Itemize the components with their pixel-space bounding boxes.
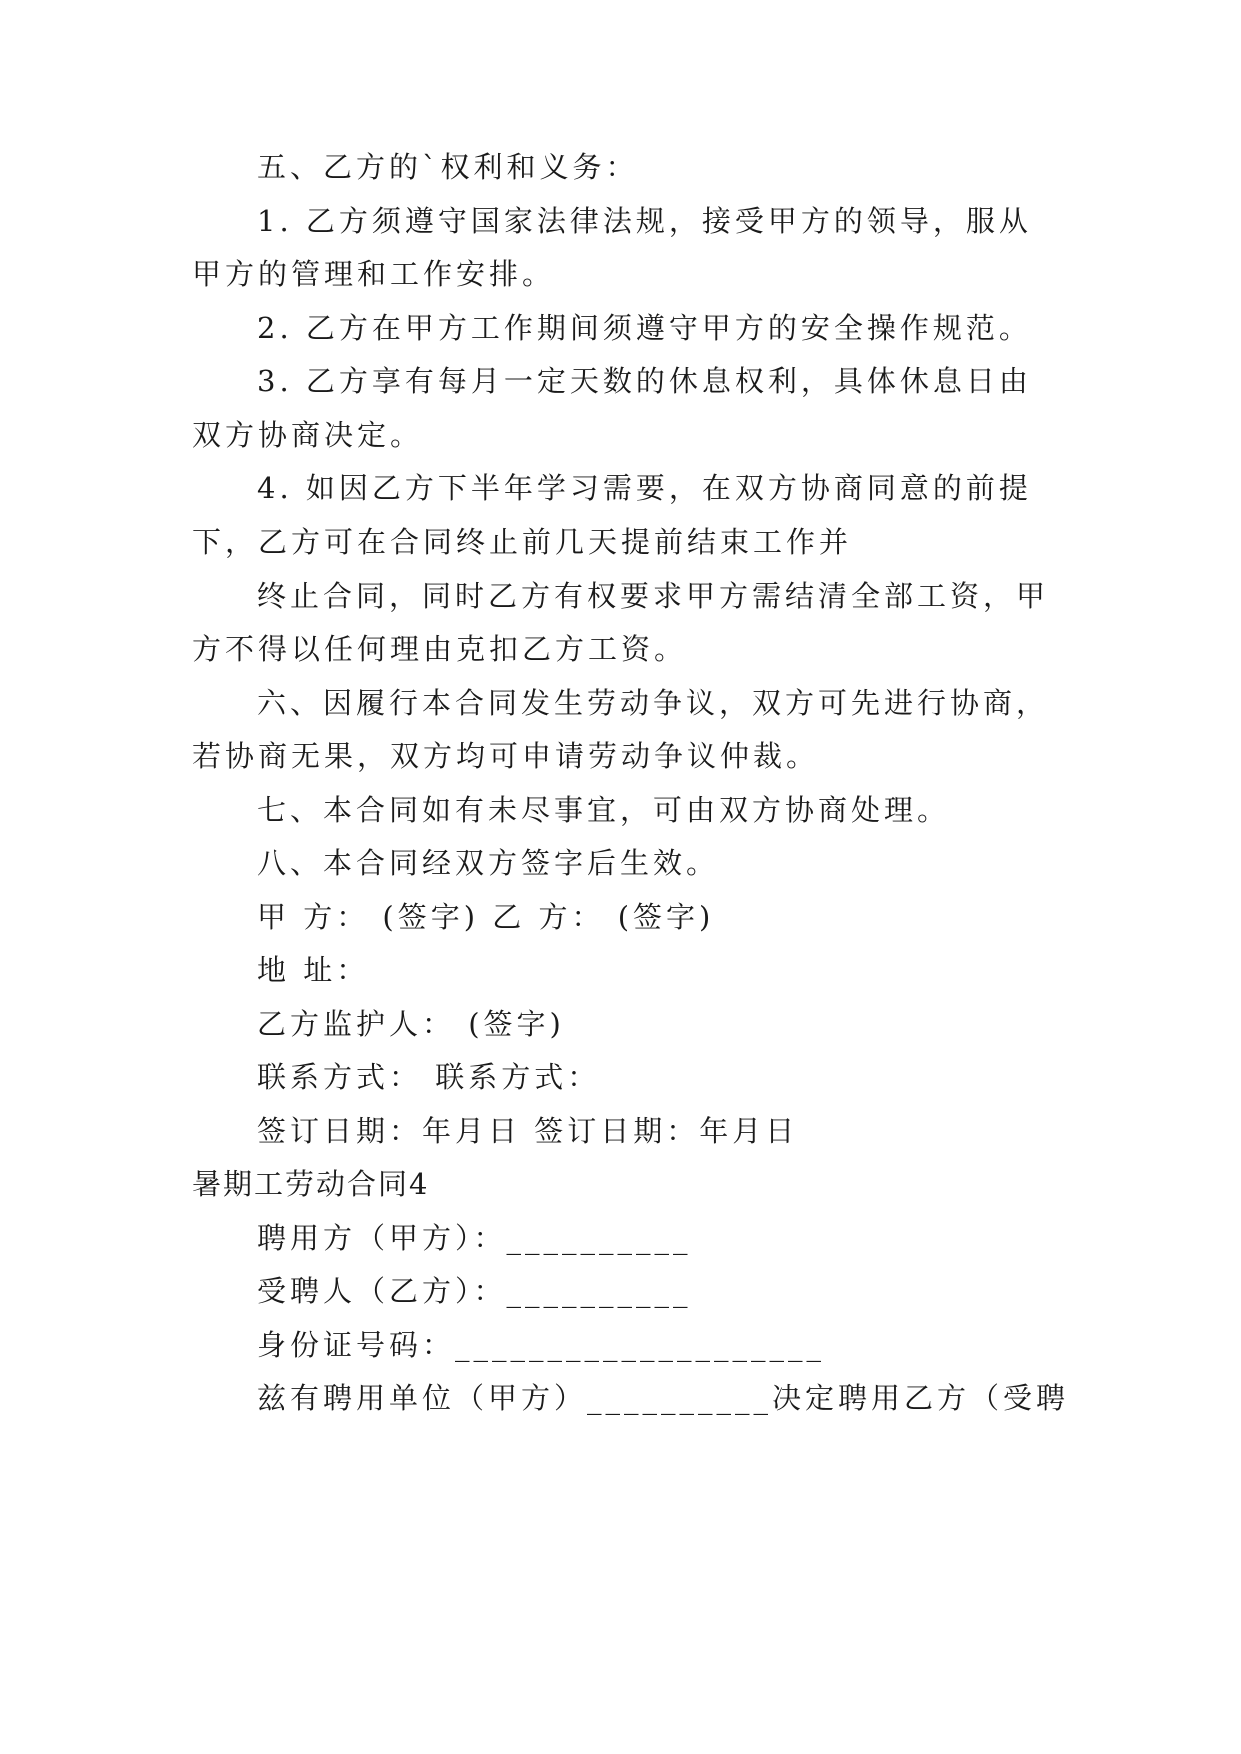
clause-5-3-line-1: 3. 乙方享有每月一定天数的休息权利，具体休息日由 xyxy=(257,364,1032,398)
clause-5-4-line-4: 方不得以任何理由克扣乙方工资。 xyxy=(192,632,688,666)
clause-5-1-line-1: 1. 乙方须遵守国家法律法规，接受甲方的领导，服从 xyxy=(257,204,1032,238)
section-6-line-2: 若协商无果，双方均可申请劳动争议仲裁。 xyxy=(192,739,820,773)
clause-5-4-line-3: 终止合同，同时乙方有权要求甲方需结清全部工资，甲 xyxy=(257,579,1050,613)
id-number-field: 身份证号码：____________________ xyxy=(257,1328,826,1362)
signing-date-line: 签订日期：年月日 签订日期：年月日 xyxy=(257,1114,799,1148)
clause-5-1-line-2: 甲方的管理和工作安排。 xyxy=(192,257,556,291)
contract-title: 暑期工劳动合同4 xyxy=(192,1167,430,1201)
clause-5-2: 2. 乙方在甲方工作期间须遵守甲方的安全操作规范。 xyxy=(257,311,1032,345)
hiring-statement: 兹有聘用单位（甲方）__________决定聘用乙方（受聘 xyxy=(257,1381,1070,1415)
address-line: 地 址： xyxy=(257,953,370,987)
contact-line: 联系方式： 联系方式： xyxy=(257,1060,601,1094)
employee-field: 受聘人（乙方）：__________ xyxy=(257,1274,692,1308)
section-6-line-1: 六、因履行本合同发生劳动争议，双方可先进行协商， xyxy=(257,686,1050,720)
guardian-signature: 乙方监护人： (签字) xyxy=(257,1007,565,1041)
employer-field: 聘用方（甲方）：__________ xyxy=(257,1221,692,1255)
clause-5-4-line-1: 4. 如因乙方下半年学习需要，在双方协商同意的前提 xyxy=(257,471,1032,505)
clause-5-4-line-2: 下，乙方可在合同终止前几天提前结束工作并 xyxy=(192,525,853,559)
signature-parties: 甲 方： (签字) 乙 方： (签字) xyxy=(257,900,715,934)
section-7: 七、本合同如有未尽事宜，可由双方协商处理。 xyxy=(257,793,951,827)
section-8: 八、本合同经双方签字后生效。 xyxy=(257,846,720,880)
section-5-heading: 五、乙方的`权利和义务： xyxy=(257,150,639,184)
clause-5-3-line-2: 双方协商决定。 xyxy=(192,418,424,452)
